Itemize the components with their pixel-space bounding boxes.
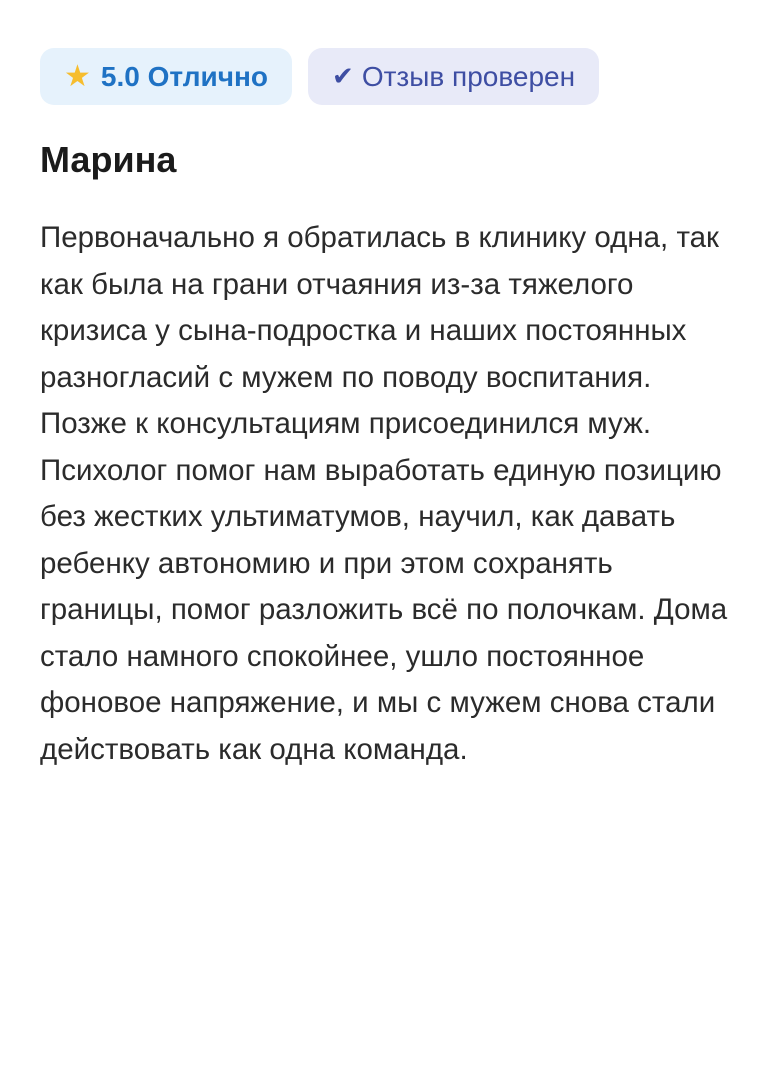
rating-badge [40,48,292,105]
review-text: Первоначально я обратилась в клинику одна, так как была на грани отчаяния из-за тяжелого кризиса у сына-подростка и наших постоянных разногласий с мужем по поводу воспитания. Позже к консультациям присоединился муж. Психолог помог нам выработать единую позицию без жестких ультиматумов, научил, как давать ребенку автономию и при этом сохранять границы, помог разложить всё по полочкам. Дома стало намного спокойнее, ушло постоянное фоновое напряжение, и мы с мужем снова стали действовать как одна команда. [40,221,728,766]
star-icon: ★ [64,60,91,93]
review-badges [40,48,740,105]
rating-label: 5.0 Отлично [100,60,269,92]
check-icon: ✔ [332,61,354,91]
verified-label: Отзыв проверен [361,60,576,92]
review-author: Марина [40,139,177,180]
verified-badge [308,48,599,105]
